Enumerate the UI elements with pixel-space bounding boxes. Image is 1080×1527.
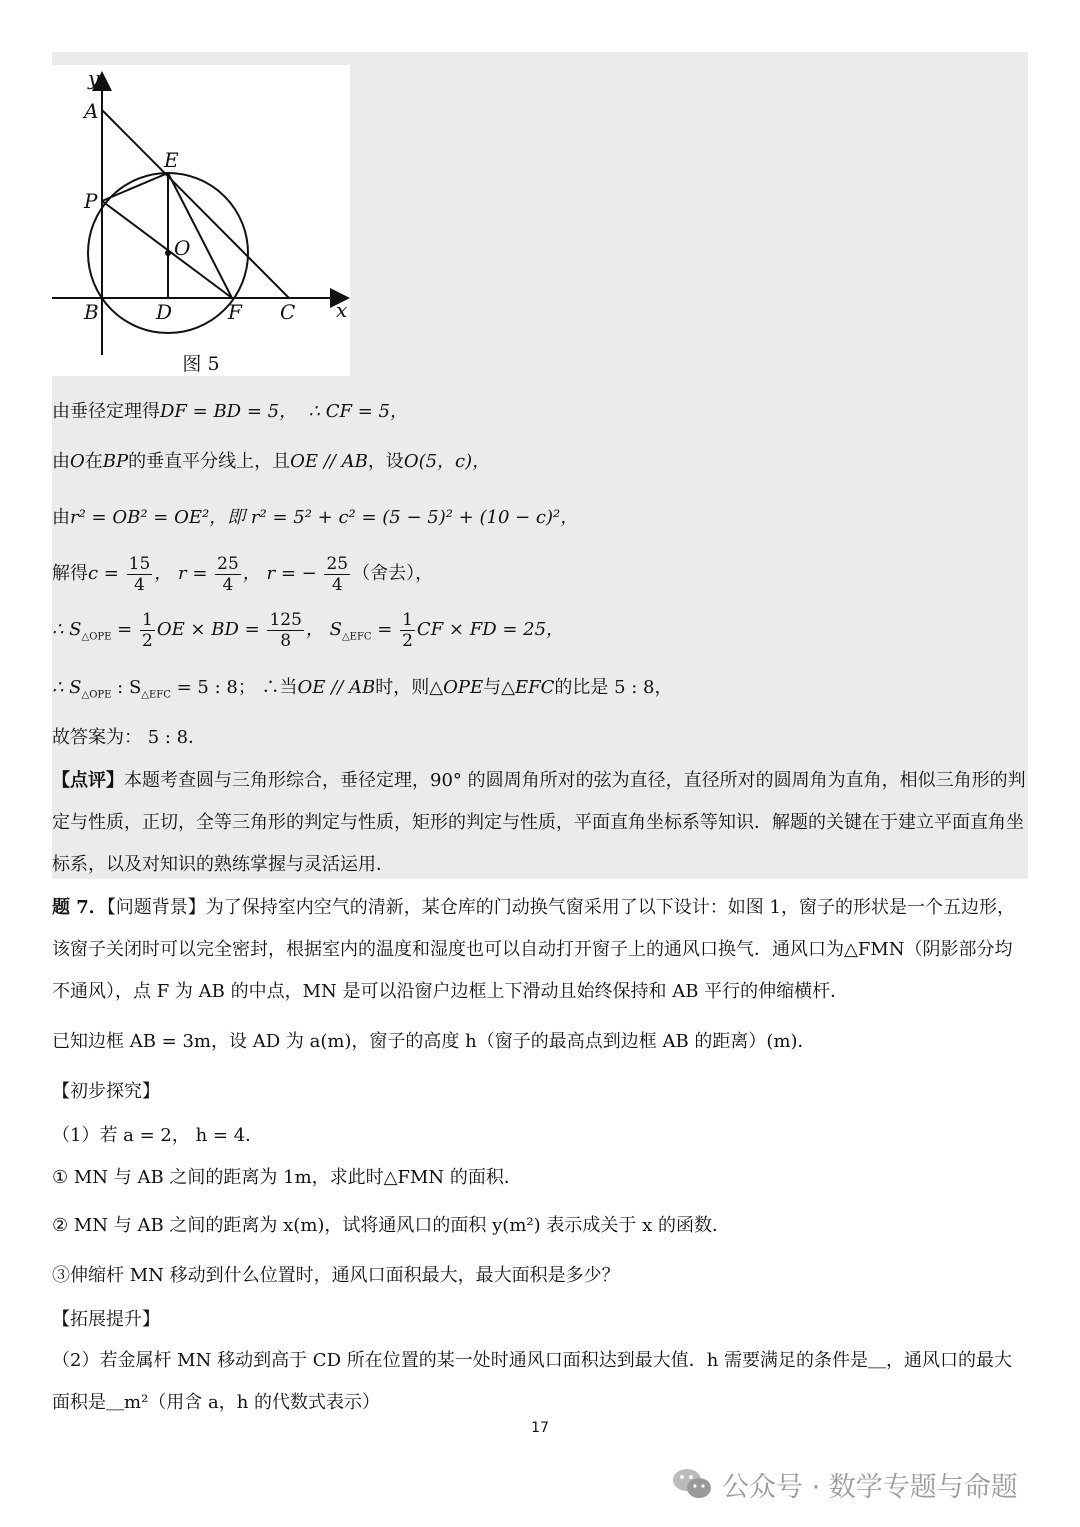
label-x: x: [336, 298, 348, 322]
solution-line-6: ∴ $S_{\triangle OPE}$ : $S_{\triangle EFC} = 5$ : 8； ∴当OE // AB时，则△OPE与△EFC的比是 5 : 8，: [52, 677, 673, 701]
label-e: E: [164, 148, 179, 172]
question-2: （2）若金属杆 MN 移动到高于 CD 所在位置的某一处时通风口面积达到最大值．h 需要满足的条件是＿，通风口的最大面积是＿m²（用含 a，h 的代数式表示）: [52, 1350, 1013, 1413]
line-pe: [102, 173, 168, 201]
label-o: O: [174, 236, 191, 260]
page-number: 17: [531, 1420, 549, 1436]
label-a: A: [84, 99, 99, 123]
solution-line-3: 由r² = OB² = OE²，即 r² = 5² + c² = (5 − 5)² + (10 − c)²，: [52, 507, 579, 528]
question-1-2: ② MN 与 AB 之间的距离为 x(m)，试将通风口的面积 y(m²) 表示成关于 x 的函数．: [52, 1215, 730, 1236]
watermark: [672, 1464, 1018, 1504]
solution-line-2: 由O在BP的垂直平分线上，且OE // AB，设O(5，c)，: [52, 451, 491, 472]
point-o: [165, 250, 171, 256]
label-c: C: [280, 300, 296, 324]
watermark-text: 公众号 · 数学专题与命题: [722, 1471, 1018, 1503]
label-d: D: [156, 300, 173, 324]
figure-caption: 图 5: [182, 353, 220, 375]
figure-5: [52, 65, 350, 376]
label-y: y: [88, 66, 100, 90]
label-f: F: [228, 300, 242, 324]
section-extension: 【拓展提升】: [52, 1309, 160, 1330]
wechat-icon: [672, 1466, 712, 1502]
question-1-1: ① MN 与 AB 之间的距离为 1m，求此时△FMN 的面积．: [52, 1167, 522, 1188]
geometry-diagram: [52, 65, 350, 376]
solution-line-4: 解得c = $\frac{15}{4}$ ， r = $\frac{25}{4}$ ， r = − $\frac{25}{4}$ （舍去），: [52, 553, 434, 595]
solution-line-5: ∴ $S_{\triangle OPE}$ = $\frac{1}{2}$ OE × BD = $\frac{125}{8}$ ， $S_{\triangle EFC}$ = $\frac{1}{2}$ CF × FD = 25，: [52, 609, 565, 651]
label-p: P: [84, 189, 98, 213]
problem-given: 已知边框 AB = 3m，设 AD 为 a(m)，窗子的高度 h（窗子的最高点到边框 AB 的距离）(m)．: [52, 1031, 816, 1052]
problem-7-intro: 题 7．【问题背景】为了保持室内空气的清新，某仓库的门动换气窗采用了以下设计：如图 1，窗子的形状是一个五边形，该窗子关闭时可以完全密封，根据室内的温度和湿度也可以自动打开窗子上的通风口换气．通风口为△FMN（阴影部分均不通风），点 F 为 AB 的中点，MN 是可以沿窗户边框上下滑动且始终保持和 AB 平行的伸缩横杆．: [52, 897, 1015, 1002]
question-1: （1）若 a = 2， h = 4．: [52, 1125, 264, 1146]
question-1-3: ③伸缩杆 MN 移动到什么位置时，通风口面积最大，最大面积是多少？: [52, 1265, 620, 1286]
answer-line: 故答案为： 5 : 8．: [52, 727, 207, 748]
solution-line-1: 由垂径定理得DF = BD = 5， ∴ CF = 5，: [52, 401, 408, 422]
section-initial-explore: 【初步探究】: [52, 1081, 160, 1102]
label-b: B: [84, 300, 99, 324]
comment-paragraph: 【点评】本题考查圆与三角形综合，垂径定理，90° 的圆周角所对的弦为直径，直径所对的圆周角为直角，相似三角形的判定与性质，正切，全等三角形的判定与性质，矩形的判定与性质，平面直角坐标系等知识．解题的关键在于建立平面直角坐标系，以及对知识的熟练掌握与灵活运用．: [52, 770, 1026, 875]
